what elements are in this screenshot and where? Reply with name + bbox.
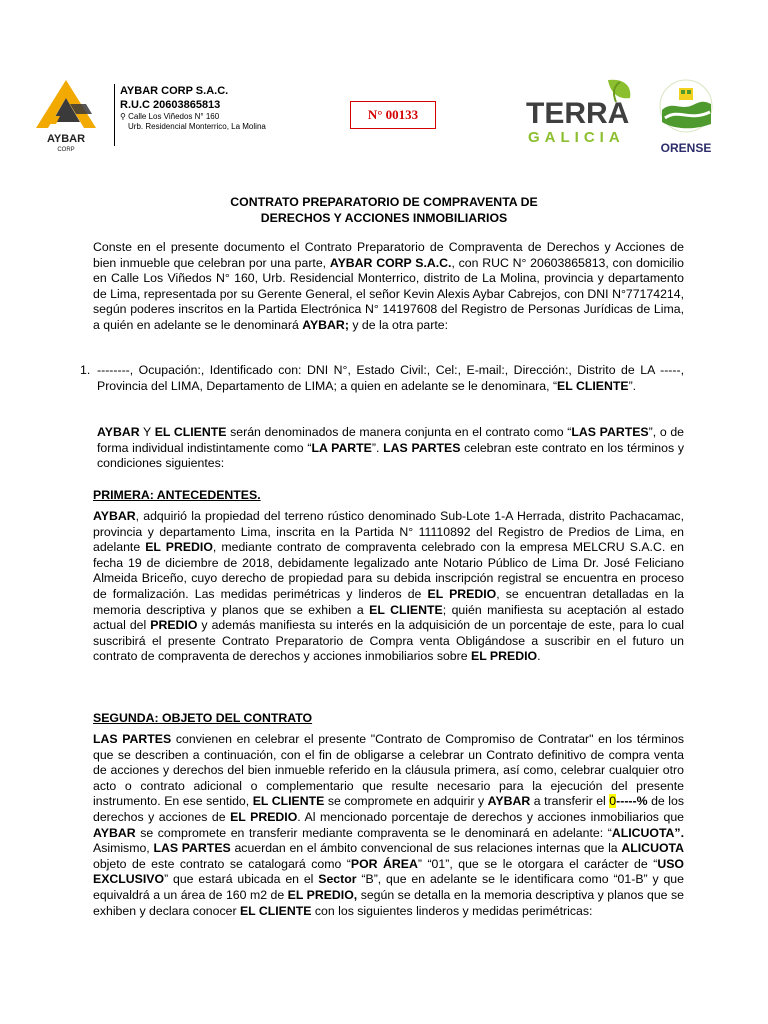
bold-text: LAS PARTES: [383, 440, 461, 455]
text-run: según se detalla en la memoria descriptiva y planos que se exhiben y declara conocer: [93, 887, 684, 918]
text-run: , se encuentran detalladas en la memoria descriptiva y planos que se exhiben a: [93, 586, 684, 617]
bold-text: USO EXCLUSIVO: [93, 856, 684, 887]
address-line2: Urb. Residencial Monterrico, La Molina: [128, 122, 266, 131]
bold-text: Sector: [318, 872, 357, 887]
text-run: Asimismo,: [93, 841, 154, 856]
orense-text: ORENSE: [660, 141, 712, 155]
text-run: serán denominados de manera conjunta en el contrato como “: [226, 425, 572, 439]
bold-text: EL CLIENTE: [252, 794, 325, 809]
bold-text: EL CLIENTE: [369, 602, 443, 617]
company-ruc: R.U.C 20603865813: [120, 99, 221, 111]
terra-galicia-logo-icon: [524, 76, 636, 148]
divider: [114, 84, 115, 146]
bold-text: EL PREDIO: [230, 809, 298, 824]
bold-text: EL PREDIO: [427, 586, 497, 601]
orense-logo-icon: [655, 78, 717, 156]
logo-sub-text: CORP: [57, 147, 75, 153]
text-run: , adquirió la propiedad del terreno rústico denominado Sub-Lote 1-A Herrada, distrito Pachacamac, provincia y departamento Lima, inscrita en la Partida N° 11110892 del Registro de Predios de Lima, en adelante: [93, 509, 684, 555]
text-run: convienen en celebrar el presente "Contrato de Compromiso de Contratar" en los términos que se describen a continuación, con el fin de obligarse a celebrar un Contrato definitivo de compra venta de acciones y derechos del bien inmueble referido en la cláusula primera, así como, celebrar cualquier otro acto o contrato adicional o complementario que resulte necesario para la ejecución del presente instrumento. En ese sentido,: [93, 732, 684, 809]
text-run: , mediante contrato de compraventa celebrado con la empresa MELCRU S.A.C. en fecha 19 de diciembre de 2018, debidamente legalizado ante Notario Público de Lima Dr. José Feliciano Almeida Briceño, cuyo derecho de propiedad para su debida inscripción registral se encuentra en proceso de formalización. Las medidas perimétricas y linderos de: [93, 540, 684, 601]
client-paragraph: [97, 363, 684, 394]
text-run: celebran este contrato en los términos y condiciones siguientes:: [97, 440, 684, 471]
text-run: de los derechos y acciones de: [93, 794, 685, 824]
company-info: [120, 84, 320, 132]
text-run: Conste en el presente documento el Contrato Preparatorio de Compraventa de Derechos y Acciones de bien inmueble que celebran por una parte,: [93, 240, 684, 270]
primera-paragraph: [93, 509, 684, 665]
text-run: .: [537, 649, 541, 664]
text-run: “B”, que en adelante se le identificara como “01-B” y que equivaldrá a un área de 160 m2 de: [93, 872, 684, 902]
orense-logo: [655, 78, 717, 156]
title-line2: DERECHOS Y ACCIONES INMOBILIARIOS: [260, 211, 508, 225]
contract-title: [0, 194, 768, 226]
intro-paragraph: [93, 240, 684, 334]
bold-text: AYBAR CORP S.A.C.: [329, 255, 452, 270]
bold-text: EL PREDIO: [145, 540, 213, 555]
terra-galicia-logo: [524, 76, 636, 148]
bold-text: EL CLIENTE: [154, 425, 227, 439]
text-run: y además manifiesta su interés en la adquisición de un porcentaje de este, para lo cual suscribirá el presente Contrato Preparatorio de Compra venta Obligándose a suscribir en el futuro un contrato de compraventa de derechos y acciones inmobiliarios sobre: [93, 618, 684, 664]
bold-text: AYBAR: [93, 509, 136, 523]
section-heading-primera: PRIMERA: ANTECEDENTES.: [93, 488, 261, 502]
galicia-text: GALICIA: [528, 129, 625, 146]
bold-text: AYBAR: [97, 425, 140, 439]
text-run: a transferir el: [530, 794, 610, 809]
logo-text: AYBAR: [46, 133, 86, 145]
address-line1: Calle Los Viñedos N° 160: [128, 112, 220, 121]
text-run: y de la otra parte:: [348, 317, 449, 332]
text-run: ”.: [371, 440, 384, 455]
text-run: ; quién manifiesta su aceptación al estado actual del: [93, 602, 684, 633]
bold-text: PREDIO: [150, 618, 198, 633]
text-run: ” que estará ubicada en el: [164, 872, 319, 887]
text-run: con los siguientes linderos y medidas perimétricas:: [311, 903, 593, 918]
text-run: . Al mencionado porcentaje de derechos y acciones inmobiliarios que: [297, 809, 684, 824]
section-heading-segunda: SEGUNDA: OBJETO DEL CONTRATO: [93, 711, 313, 725]
segunda-paragraph: [93, 732, 684, 919]
aybar-logo: [30, 76, 102, 156]
text-run: se compromete en transferir mediante compraventa se le denominará en adelante: “: [135, 825, 612, 840]
bold-text: LAS PARTES: [571, 425, 649, 439]
bold-text: -----%: [616, 794, 648, 809]
location-pin-icon: ⚲: [120, 112, 129, 121]
text-run: objeto de este contrato se catalogará como “: [93, 856, 351, 871]
bold-text: POR ÁREA: [350, 856, 418, 871]
terra-text: TERRA: [526, 97, 630, 130]
bold-text: EL CLIENTE: [239, 903, 312, 918]
contract-number: N° 00133: [350, 101, 436, 129]
text-run: ”, o de forma individual indistintamente como “: [97, 425, 684, 455]
bold-text: LAS PARTES: [93, 732, 172, 746]
text-run: ”.: [628, 378, 637, 393]
text-run: Y: [139, 425, 155, 439]
highlighted-percentage: 0: [609, 794, 617, 809]
text-run: acuerdan en el ámbito convencional de sus relaciones internas que la: [230, 841, 622, 856]
bold-text: LAS PARTES: [153, 841, 231, 856]
bold-text: EL CLIENTE: [557, 378, 629, 393]
text-run: --------, Ocupación:, Identificado con: DNI N°, Estado Civil:, Cel:, E-mail:, Dirección:, Distrito de LA -----, Provincia del LIMA, Departamento de LIMA; a quien en adelante se le denominara, “: [97, 363, 684, 393]
bold-text: AYBAR: [487, 794, 531, 809]
bold-text: ALICUOTA: [621, 841, 684, 856]
text-run: se compromete en adquirir y: [324, 794, 488, 809]
parties-paragraph: [97, 425, 684, 472]
title-line1: CONTRATO PREPARATORIO DE COMPRAVENTA DE: [230, 195, 538, 209]
bold-text: AYBAR;: [302, 317, 349, 332]
bold-text: ALICUOTA”.: [611, 825, 684, 840]
address-line: [120, 112, 320, 122]
aybar-logo-icon: [30, 76, 102, 156]
list-number: 1.: [80, 363, 91, 377]
bold-text: LA PARTE: [311, 440, 372, 455]
company-name: AYBAR CORP S.A.C.: [120, 85, 229, 97]
bold-text: EL PREDIO,: [287, 887, 358, 902]
bold-text: AYBAR: [93, 825, 136, 840]
text-run: , con RUC N° 20603865813, con domicilio en Calle Los Viñedos N° 160, Urb. Residencial Monterrico, distrito de La Molina, provincia y departamento de Lima, representada por su Gerente General, el señor Kevin Alexis Aybar Cabrejos, con DNI N°77174214, según poderes inscritos en la Partida Electrónica N° 14197608 del Registro de Personas Jurídicas de Lima, a quién en adelante se le denominará: [93, 255, 684, 332]
text-run: ” “01”, que se le otorgara el carácter de “: [417, 856, 658, 871]
bold-text: EL PREDIO: [471, 649, 538, 664]
